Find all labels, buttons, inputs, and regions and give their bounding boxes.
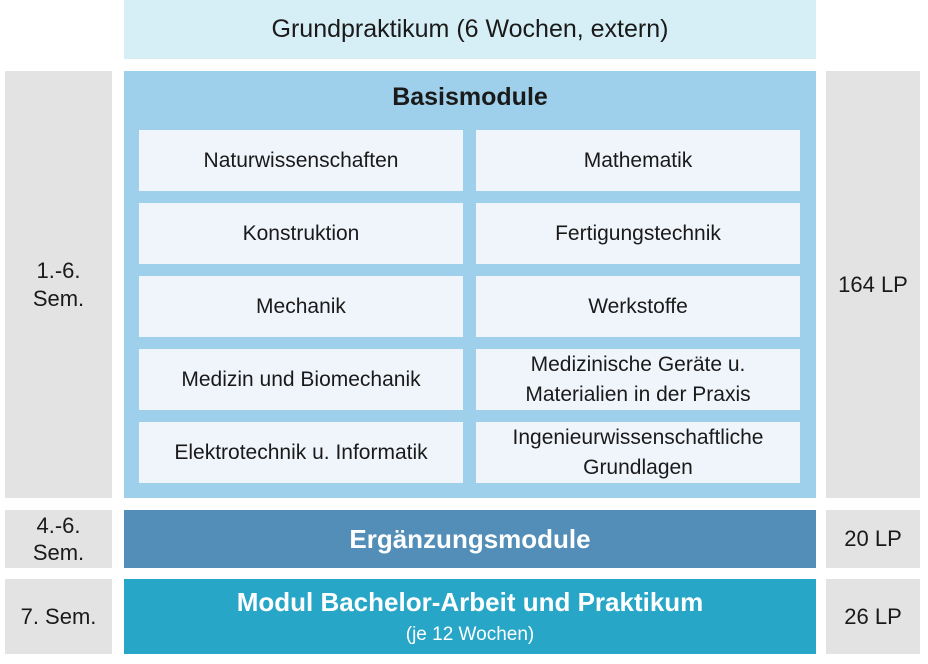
module-werkstoffe: Werkstoffe: [476, 276, 800, 337]
module-konstruktion: Konstruktion: [139, 203, 463, 264]
basismodule-block: [124, 71, 816, 498]
module-mechanik: Mechanik: [139, 276, 463, 337]
basismodule-title: Basismodule: [392, 83, 548, 111]
module-medizinische-geraete: Medizinische Geräte u. Materialien in der Praxis: [476, 349, 800, 410]
module-medizin-biomechanik: Medizin und Biomechanik: [139, 349, 463, 410]
module-elektrotechnik-informatik: Elektrotechnik u. Informatik: [139, 422, 463, 483]
basis-lp-label: 164 LP: [826, 71, 920, 498]
bachelor-arbeit-title: Modul Bachelor-Arbeit und Praktikum: [236, 587, 704, 617]
module-mathematik: Mathematik: [476, 130, 800, 191]
bachelor-lp-label: 26 LP: [826, 579, 920, 654]
module-naturwissenschaften: Naturwissenschaften: [139, 130, 463, 191]
bachelor-arbeit-subtitle: (je 12 Wochen): [405, 624, 535, 645]
bachelor-arbeit-block: [124, 579, 816, 654]
bachelor-semester-label: 7. Sem.: [5, 579, 112, 654]
module-fertigungstechnik: Fertigungstechnik: [476, 203, 800, 264]
ergaenzung-lp-label: 20 LP: [826, 510, 920, 568]
grundpraktikum-box: Grundpraktikum (6 Wochen, extern): [124, 0, 816, 59]
module-ingenieurwissenschaftliche-grundlagen: Ingenieurwissenschaftliche Grundlagen: [476, 422, 800, 483]
ergaenzungsmodule-block: Ergänzungsmodule: [124, 510, 816, 568]
basis-semester-label: 1.-6. Sem.: [5, 71, 112, 498]
ergaenzung-semester-label: 4.-6. Sem.: [5, 510, 112, 568]
